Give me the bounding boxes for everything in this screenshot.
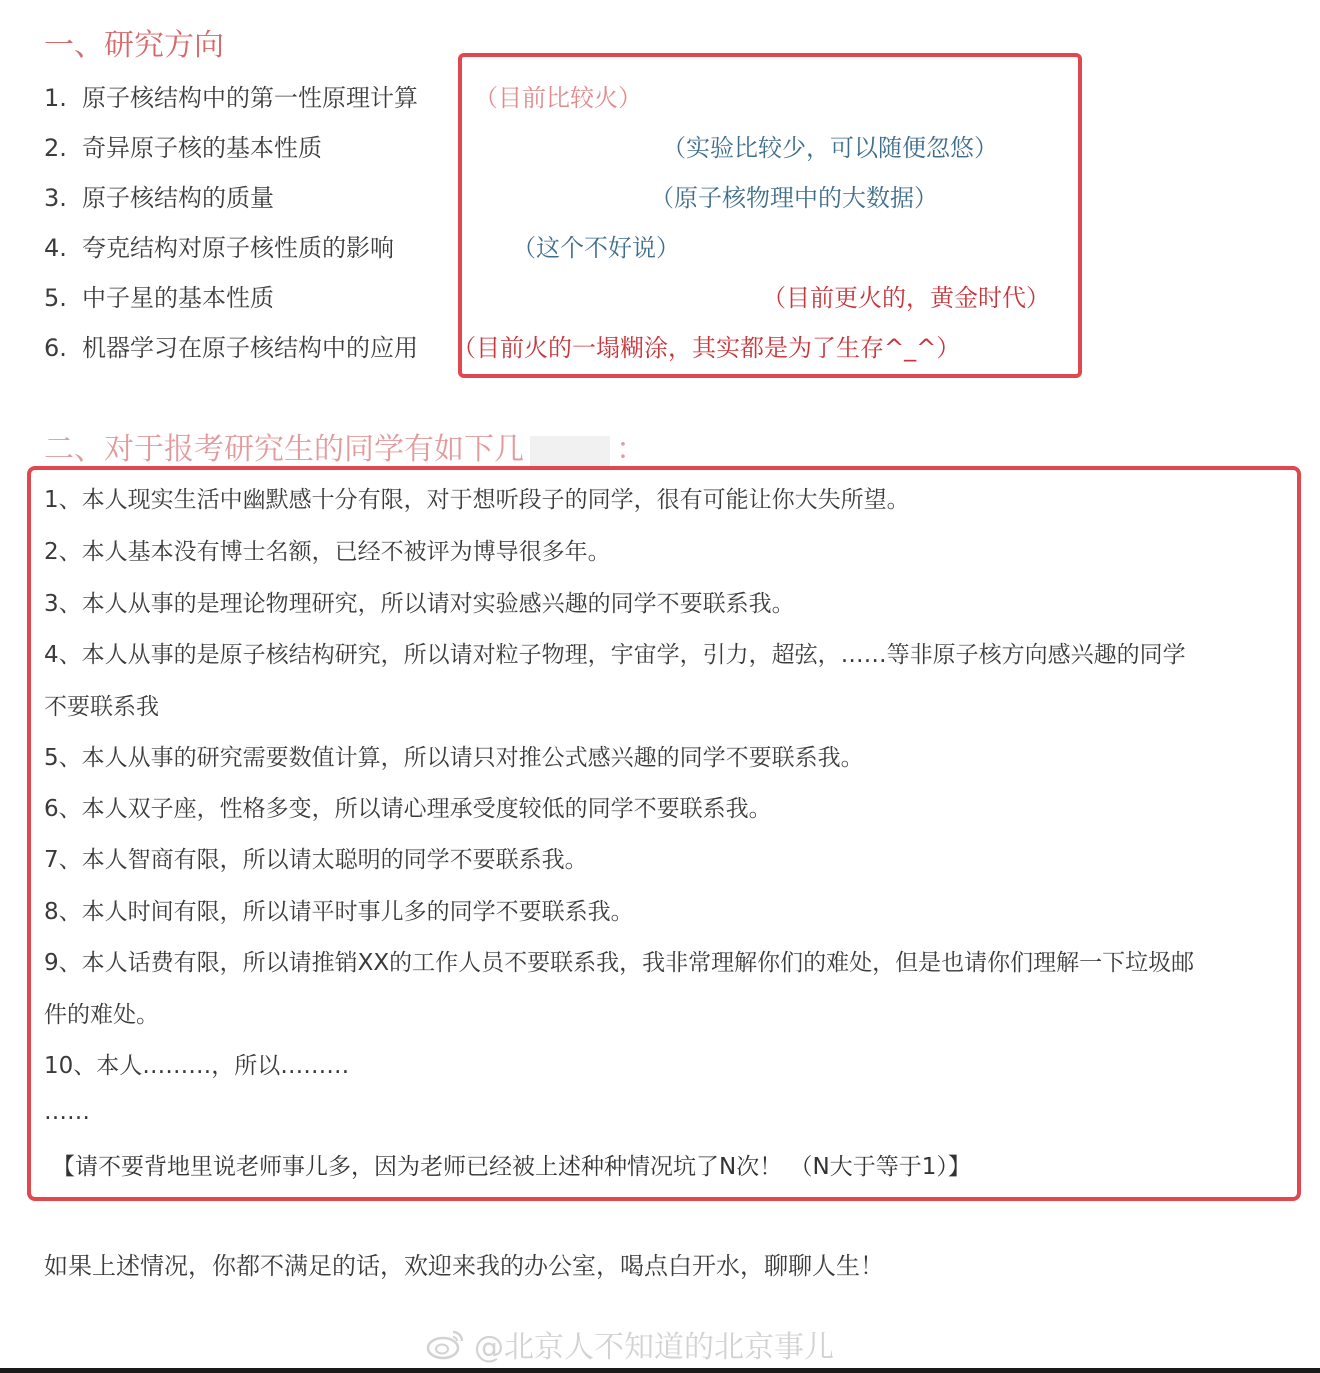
watermark-text: @北京人不知道的北京事儿	[474, 1330, 834, 1365]
research-item-title: 原子核结构的质量	[82, 184, 274, 212]
section2-heading	[44, 424, 646, 468]
research-item	[44, 78, 418, 113]
research-item-number: 2.	[44, 134, 67, 162]
obscured-text	[530, 436, 610, 466]
research-item-title: 原子核结构中的第一性原理计算	[82, 84, 418, 112]
research-item	[44, 128, 322, 163]
condition-line: 1、本人现实生活中幽默感十分有限，对于想听段子的同学，很有可能让你大失所望。	[44, 487, 910, 513]
condition-line: ……	[44, 1099, 90, 1125]
condition-line: 6、本人双子座，性格多变，所以请心理承受度较低的同学不要联系我。	[44, 796, 772, 822]
section2-heading-text: 二、对于报考研究生的同学有如下几	[44, 432, 524, 467]
research-item-note: （原子核物理中的大数据）	[650, 184, 938, 212]
condition-line: 2、本人基本没有博士名额，已经不被评为博导很多年。	[44, 539, 611, 565]
research-item-number: 3.	[44, 184, 67, 212]
watermark	[426, 1322, 834, 1366]
research-item-note: （目前比较火）	[474, 84, 642, 112]
conditions-highlight-box	[27, 466, 1301, 1201]
condition-line: 5、本人从事的研究需要数值计算，所以请只对推公式感兴趣的同学不要联系我。	[44, 745, 864, 771]
section1-heading: 一、研究方向	[44, 28, 224, 63]
condition-line: 8、本人时间有限，所以请平时事儿多的同学不要联系我。	[44, 899, 634, 925]
section2-heading-tail: ：	[616, 432, 646, 467]
research-item	[44, 278, 274, 313]
weibo-logo-icon	[426, 1327, 466, 1361]
condition-line: 7、本人智商有限，所以请太聪明的同学不要联系我。	[44, 847, 588, 873]
research-item	[44, 328, 418, 363]
research-item-note: （目前更火的，黄金时代）	[762, 284, 1050, 312]
condition-line: 10、本人………，所以………	[44, 1053, 350, 1079]
research-item-number: 5.	[44, 284, 67, 312]
research-item	[44, 228, 394, 263]
research-item-number: 1.	[44, 84, 67, 112]
research-item-title: 机器学习在原子核结构中的应用	[82, 334, 418, 362]
bottom-edge-bar	[0, 1368, 1320, 1373]
research-item	[44, 178, 274, 213]
research-item-title: 中子星的基本性质	[82, 284, 274, 312]
research-item-number: 6.	[44, 334, 67, 362]
research-item-note: （实验比较少，可以随便忽悠）	[662, 134, 998, 162]
research-item-note: （目前火的一塌糊涂，其实都是为了生存^_^）	[452, 334, 961, 362]
condition-line: 3、本人从事的是理论物理研究，所以请对实验感兴趣的同学不要联系我。	[44, 591, 795, 617]
condition-line: 9、本人话费有限，所以请推销XX的工作人员不要联系我，我非常理解你们的难处，但是也请你们理解一下垃圾邮	[44, 950, 1195, 976]
research-item-number: 4.	[44, 234, 67, 262]
condition-line: 不要联系我	[44, 694, 159, 720]
condition-line: 【请不要背地里说老师事儿多，因为老师已经被上述种种情况坑了N次！ （N大于等于1）】	[52, 1154, 971, 1180]
condition-line: 4、本人从事的是原子核结构研究，所以请对粒子物理，宇宙学，引力，超弦，……等非原子核方向感兴趣的同学	[44, 642, 1186, 668]
research-item-note: （这个不好说）	[512, 234, 680, 262]
research-item-title: 夸克结构对原子核性质的影响	[82, 234, 394, 262]
closing-remark: 如果上述情况，你都不满足的话，欢迎来我的办公室，喝点白开水，聊聊人生！	[44, 1252, 884, 1280]
condition-line: 件的难处。	[44, 1002, 159, 1028]
research-item-title: 奇异原子核的基本性质	[82, 134, 322, 162]
